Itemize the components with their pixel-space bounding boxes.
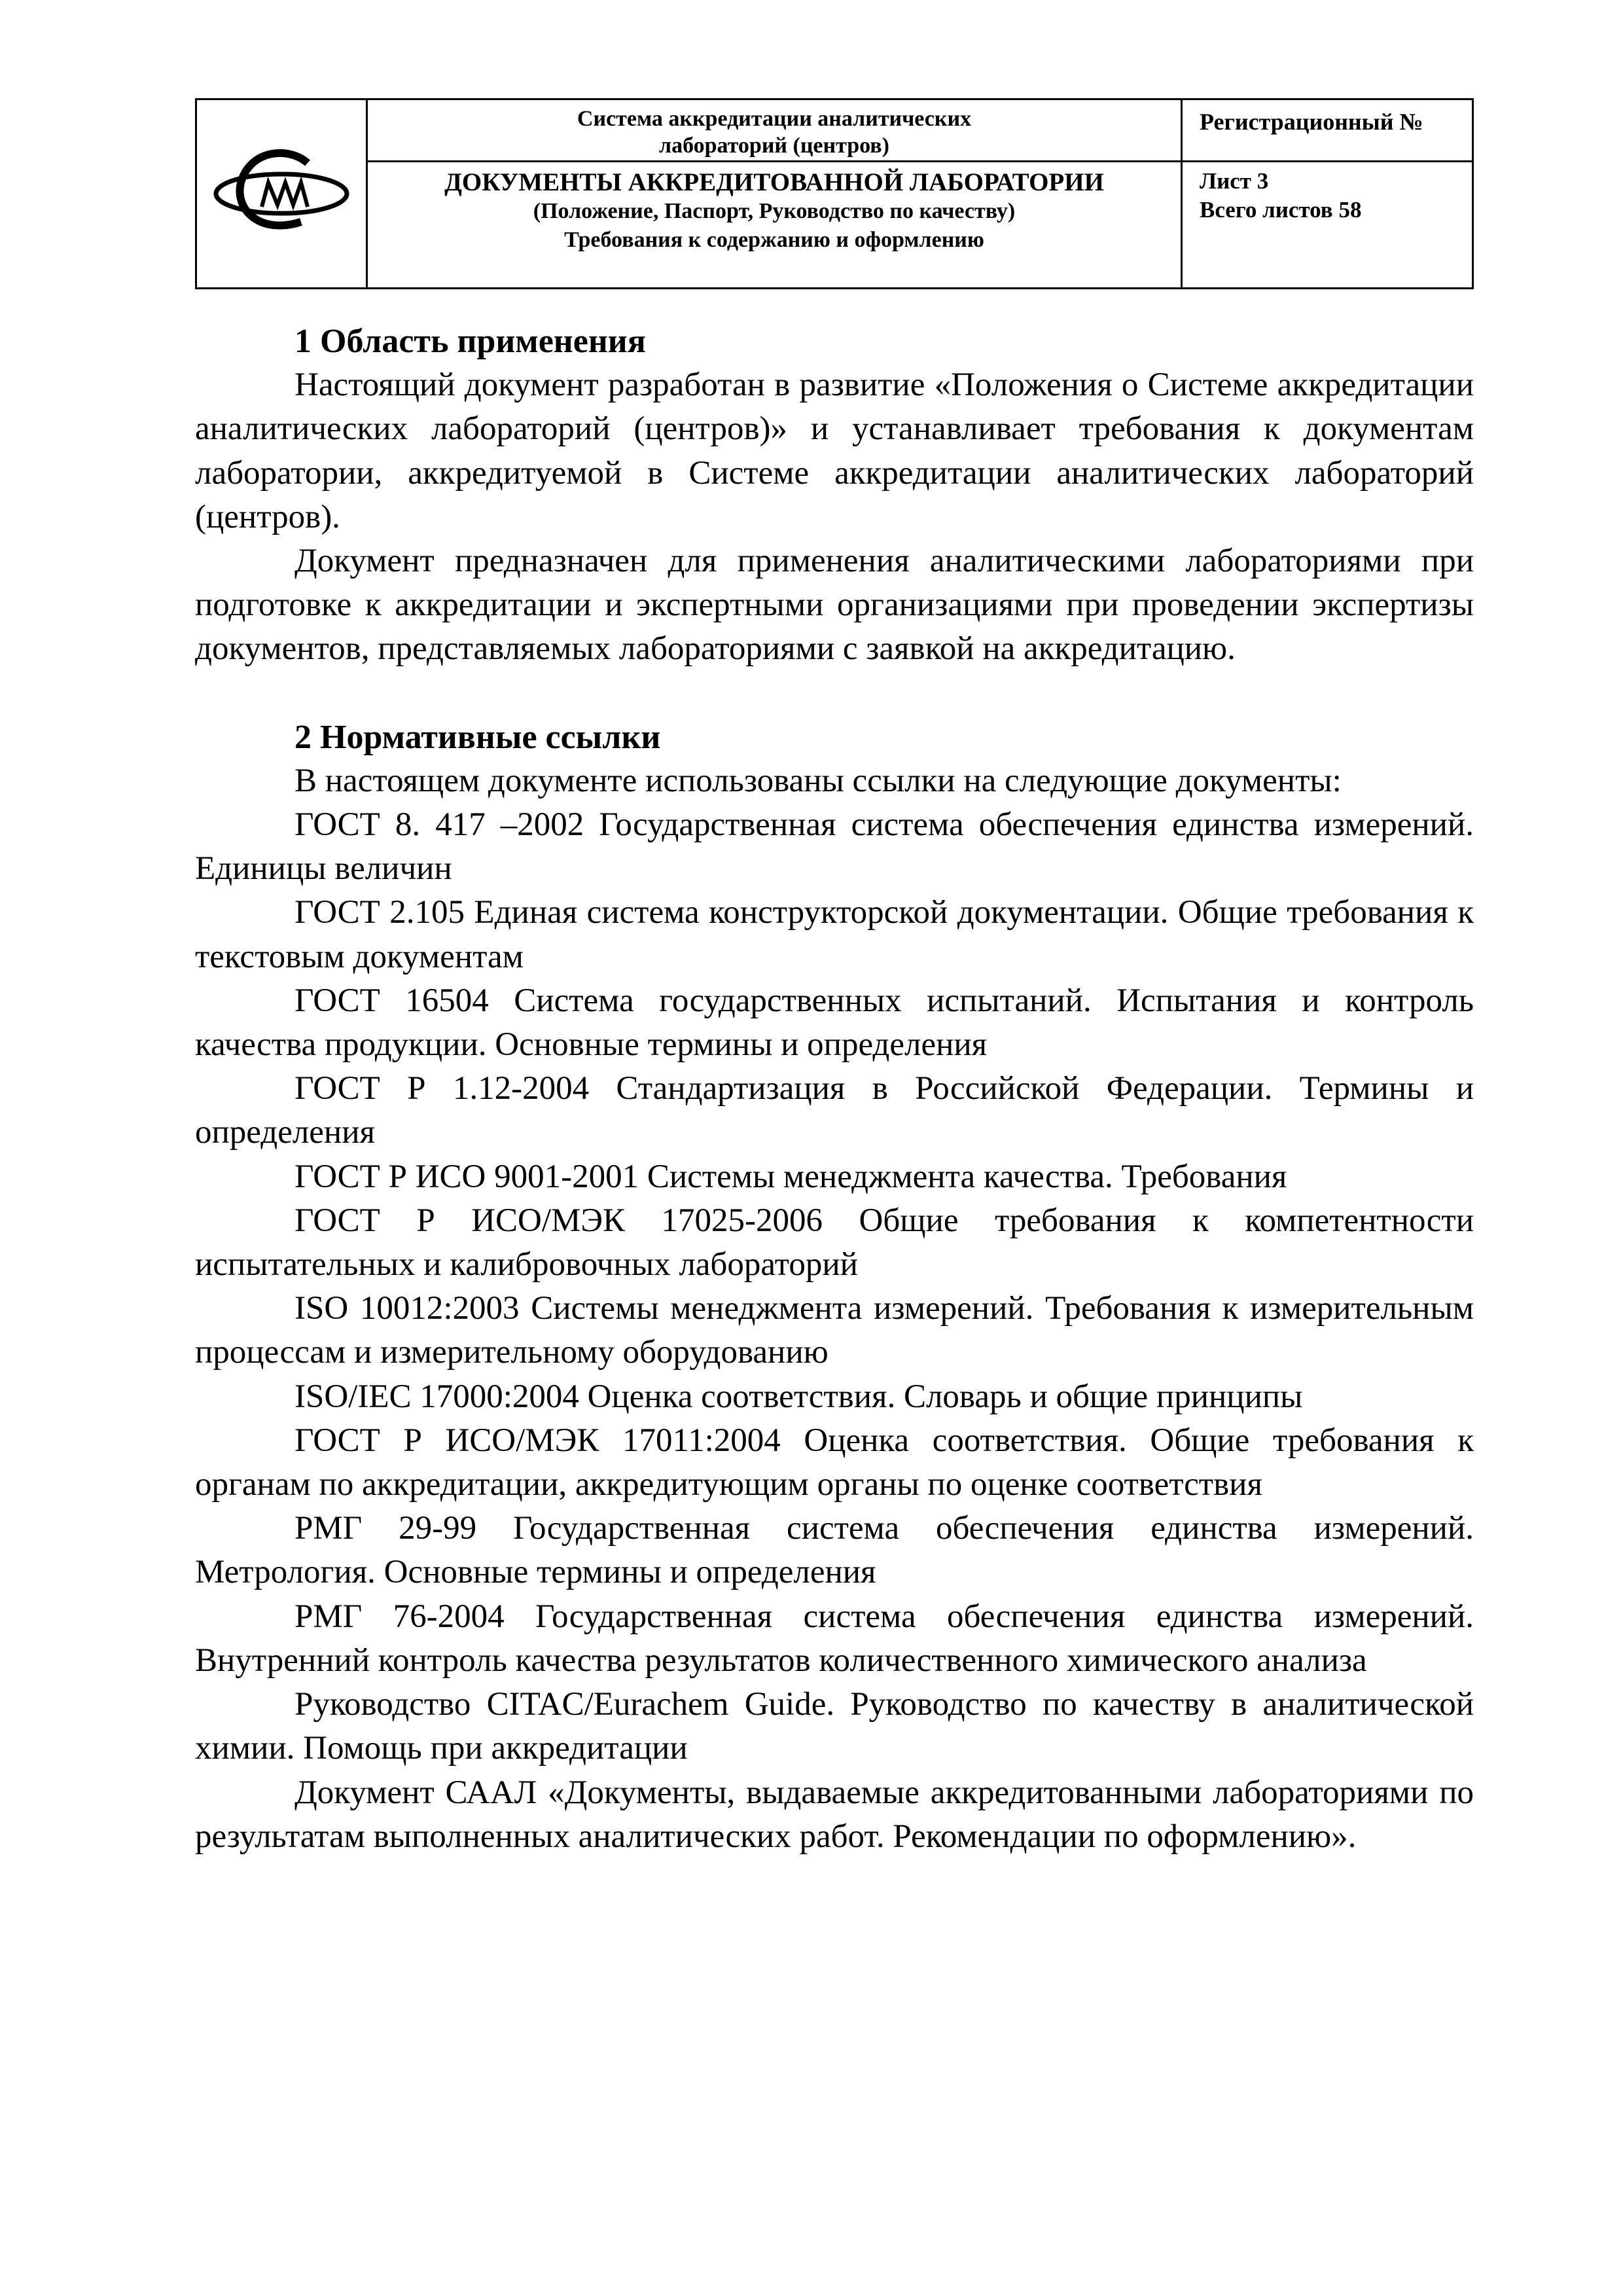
section-1-paragraph-1: Настоящий документ разработан в развитие «Положения о Системе аккредитации аналитических лабораторий (центров)» и устанавливает требования к документам лаборатории, аккредитуемой в Системе аккредитации аналитических лабораторий (центров).: [195, 367, 1474, 535]
total-sheets: Всего листов 58: [1200, 197, 1362, 223]
section-spacer: [195, 672, 1474, 715]
header-table: [195, 98, 1474, 289]
reference-item: ГОСТ 16504 Система государственных испытаний. Испытания и контроль качества продукции. Основные термины и определения: [195, 982, 1474, 1064]
section-1-heading: 1 Область применения: [294, 323, 646, 360]
reference-item: ISO/IEC 17000:2004 Оценка соответствия. Словарь и общие принципы: [294, 1378, 1303, 1415]
header-title-cell: [368, 100, 1183, 287]
reference-item: Руководство CITAC/Eurachem Guide. Руководство по качеству в аналитической химии. Помощь при аккредитации: [195, 1686, 1474, 1767]
reference-item: ГОСТ Р ИСО/МЭК 17025-2006 Общие требования к компетентности испытательных и калибровочных лабораторий: [195, 1202, 1474, 1283]
document-title: ДОКУМЕНТЫ АККРЕДИТОВАННОЙ ЛАБОРАТОРИИ: [444, 168, 1104, 196]
reference-item: РМГ 76-2004 Государственная система обеспечения единства измерений. Внутренний контроль качества результатов количественного химического анализа: [195, 1598, 1474, 1679]
reference-item: ГОСТ 2.105 Единая система конструкторской документации. Общие требования к текстовым документам: [195, 894, 1474, 975]
organization-name-line2: лабораторий (центров): [659, 134, 889, 158]
document-requirements-line: Требования к содержанию и оформлению: [564, 228, 984, 252]
header-divider: [368, 160, 1472, 162]
section-2-heading: 2 Нормативные ссылки: [294, 718, 661, 756]
organization-logo-icon: [209, 145, 353, 243]
reference-item: ГОСТ 8. 417 –2002 Государственная система обеспечения единства измерений. Единицы величин: [195, 806, 1474, 888]
document-subtitle: (Положение, Паспорт, Руководство по качеству): [533, 199, 1016, 223]
registration-number-label: Регистрационный №: [1200, 109, 1423, 135]
document-body: [195, 319, 1474, 1859]
reference-item: РМГ 29-99 Государственная система обеспечения единства измерений. Метрология. Основные термины и определения: [195, 1510, 1474, 1591]
section-1-paragraph-2: Документ предназначен для применения аналитическими лабораториями при подготовке к аккредитации и экспертными организациями при проведении экспертизы документов, представляемых лабораториями с заявкой на аккредитацию.: [195, 543, 1474, 668]
reference-item: ISO 10012:2003 Системы менеджмента измерений. Требования к измерительным процессам и измерительному оборудованию: [195, 1290, 1474, 1371]
reference-item: ГОСТ Р ИСО/МЭК 17011:2004 Оценка соответствия. Общие требования к органам по аккредитации, аккредитующим органы по оценке соответствия: [195, 1422, 1474, 1503]
sheet-number: Лист 3: [1200, 168, 1269, 194]
section-2-intro: В настоящем документе использованы ссылки на следующие документы:: [294, 762, 1342, 799]
organization-name-line1: Система аккредитации аналитических: [577, 107, 972, 131]
reference-item: Документ СААЛ «Документы, выдаваемые аккредитованными лабораториями по результатам выполненных аналитических работ. Рекомендации по оформлению».: [195, 1774, 1474, 1855]
logo-cell: [197, 100, 368, 287]
reference-item: ГОСТ Р 1.12-2004 Стандартизация в Российской Федерации. Термины и определения: [195, 1070, 1474, 1151]
header-info-cell: [1183, 100, 1472, 287]
reference-item: ГОСТ Р ИСО 9001-2001 Системы менеджмента качества. Требования: [294, 1158, 1287, 1195]
